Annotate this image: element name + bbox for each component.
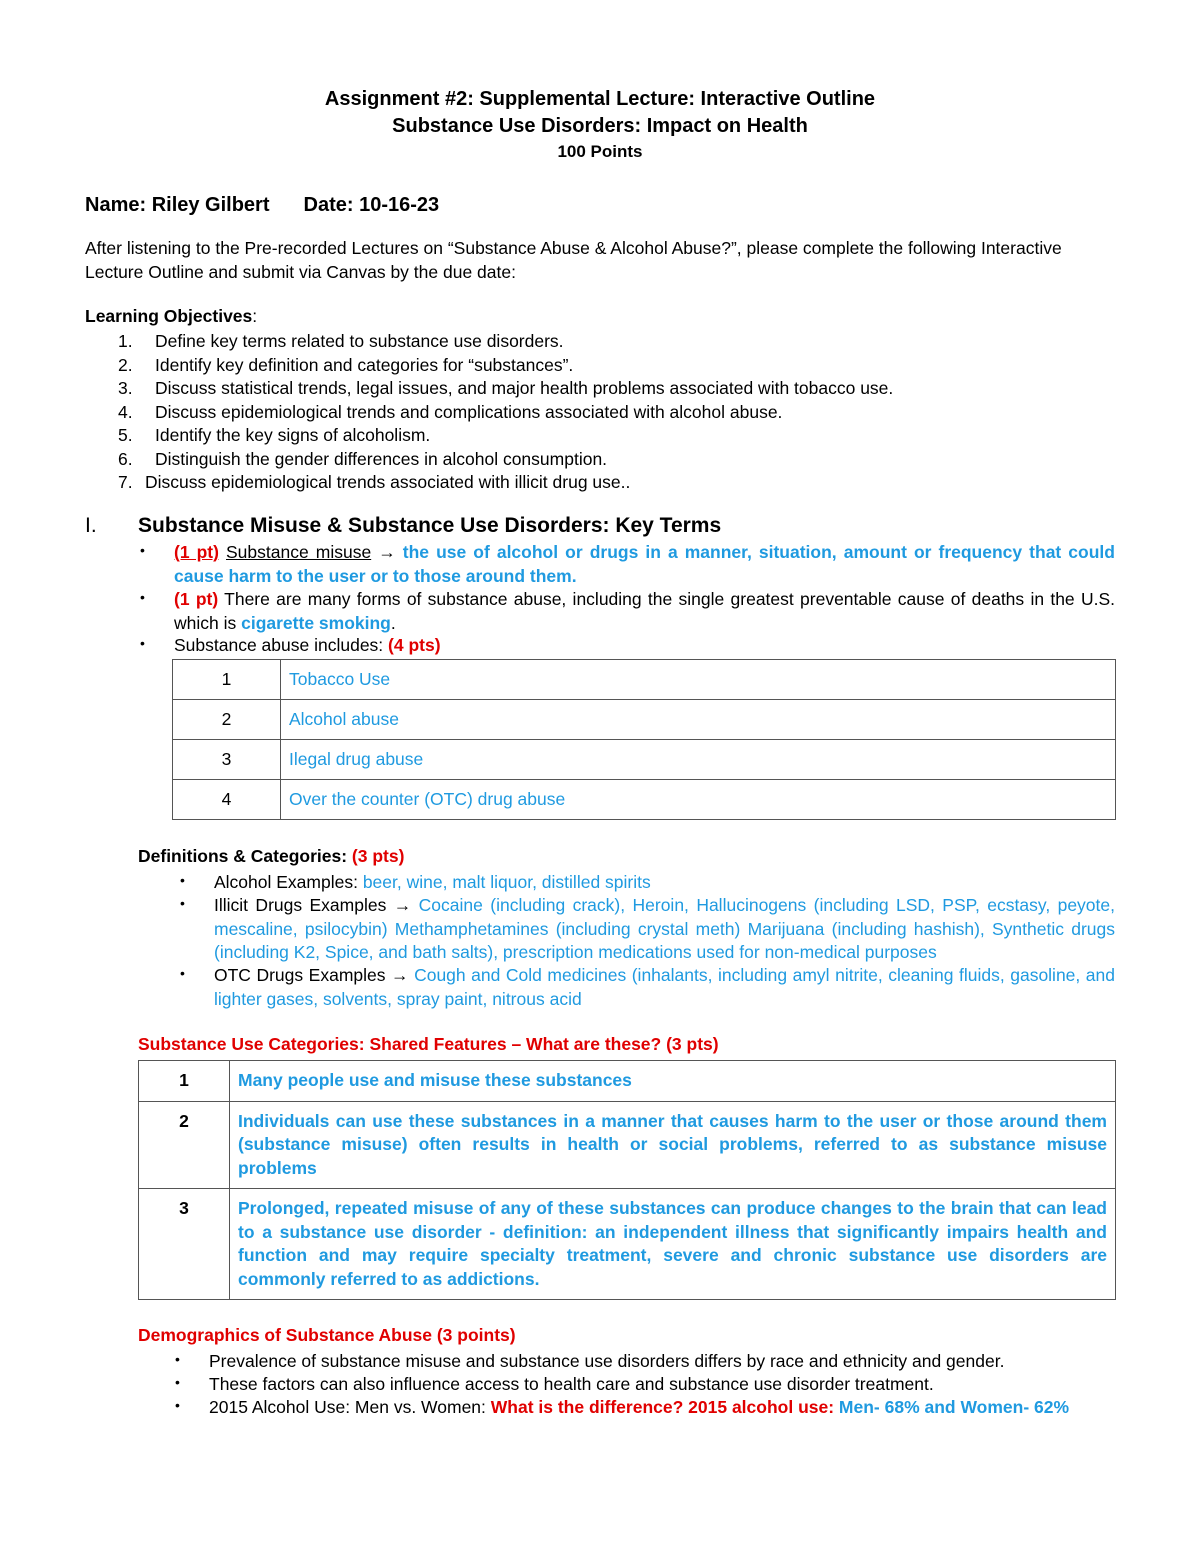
objective-item: 3. Discuss statistical trends, legal issues, and major health problems associated with tobacco use. <box>118 378 894 398</box>
learning-objectives-list <box>85 330 893 495</box>
table-row: 4 Over the counter (OTC) drug abuse <box>173 780 1116 820</box>
learning-objectives-heading: Learning Objectives: <box>85 306 258 326</box>
list-item: • (1 pt) There are many forms of substance abuse, including the single greatest preventable cause of deaths in the U.S. which is cigarette smoking. <box>140 588 1115 635</box>
bullet-icon: • <box>140 542 145 558</box>
table-row: 1 Many people use and misuse these substances <box>139 1061 1116 1102</box>
bullet-icon: • <box>180 965 185 981</box>
bullet-icon: • <box>175 1397 180 1413</box>
document-points: 100 Points <box>557 142 643 161</box>
table-row: 3 Prolonged, repeated misuse of any of these substances can produce changes to the brain that can lead to a substance use disorder - definition: an independent illness that significantly impairs health and function and may require specialty treatment, severe and chronic substance use disorders are commonly referred to as addictions. <box>139 1189 1116 1300</box>
bullet-icon: • <box>140 635 145 651</box>
list-item: • (1 pt) Substance misuse → the use of alcohol or drugs in a manner, situation, amount or frequency that could cause harm to the user or to those around them. <box>140 541 1115 588</box>
answer-text: cigarette smoking <box>241 612 391 633</box>
assignment-date: Date: 10-16-23 <box>303 194 440 216</box>
bullet-icon: • <box>175 1351 180 1367</box>
document-header <box>0 86 1200 164</box>
list-item: • Substance abuse includes: (4 pts) <box>140 634 1115 658</box>
shared-features-table <box>138 1060 1116 1300</box>
intro-paragraph: After listening to the Pre-recorded Lectures on “Substance Abuse & Alcohol Abuse?”, please complete the following Interactive Lecture Outline and submit via Canvas by the due date: <box>85 238 1062 282</box>
objective-item: 6. Distinguish the gender differences in alcohol consumption. <box>118 448 608 469</box>
bullet-icon: • <box>180 872 185 888</box>
objective-item: 5. Identify the key signs of alcoholism. <box>118 425 431 445</box>
bullet-icon: • <box>180 895 185 911</box>
objective-item: 2. Identify key definition and categories for “substances”. <box>118 354 574 375</box>
substance-abuse-table <box>172 659 1116 820</box>
answer-text: Cocaine (including crack), Heroin, Hallucinogens (including LSD, PSP, ecstasy, peyote, mescaline, psilocybin) Methamphetamines (including crystal meth) Marijuana (including hashish), Synthetic drugs (including K2, Spice, and bath salts), prescription medications used for non-medical purposes <box>214 895 1115 962</box>
table-row: 1 Tobacco Use <box>173 660 1116 700</box>
list-item: • These factors can also influence access to health care and substance use disorder treatment. <box>175 1373 1115 1397</box>
list-item: • Illicit Drugs Examples → Cocaine (including crack), Heroin, Hallucinogens (including LSD, PSP, ecstasy, peyote, mescaline, psilocybin) Methamphetamines (including crystal meth) Marijuana (including hashish), Synthetic drugs (including K2, Spice, and bath salts), prescription medications used for non-medical purposes <box>180 894 1115 965</box>
bullet-icon: • <box>140 589 145 605</box>
answer-text: Men- 68% and Women- 62% <box>838 1397 1070 1417</box>
list-item: • Alcohol Examples: beer, wine, malt liquor, distilled spirits <box>180 871 1115 895</box>
table-row: 3 Ilegal drug abuse <box>173 740 1116 780</box>
demographics-heading: Demographics of Substance Abuse (3 points) <box>138 1325 516 1345</box>
objective-item: 4. Discuss epidemiological trends and complications associated with alcohol abuse. <box>118 401 783 422</box>
document-subtitle: Substance Use Disorders: Impact on Health <box>392 115 808 137</box>
list-item: • OTC Drugs Examples → Cough and Cold medicines (inhalants, including amyl nitrite, cleaning fluids, gasoline, and lighter gases, solvents, spray paint, nitrous acid <box>180 964 1115 1011</box>
answer-text: Cough and Cold medicines (inhalants, including amyl nitrite, cleaning fluids, gasoline, and lighter gases, solvents, spray paint, nitrous acid <box>214 965 1115 1009</box>
bullet-icon: • <box>175 1374 180 1390</box>
list-item: • 2015 Alcohol Use: Men vs. Women: What is the difference? 2015 alcohol use: Men- 68% and Women- 62% <box>175 1396 1115 1420</box>
document-title: Assignment #2: Supplemental Lecture: Interactive Outline <box>324 88 876 110</box>
objective-item: 1. Define key terms related to substance use disorders. <box>118 331 564 351</box>
table-row: 2 Individuals can use these substances in a manner that causes harm to the user or those around them (substance misuse) often results in health or social problems, referred to as substance misuse problems <box>139 1101 1116 1189</box>
table-row: 2 Alcohol abuse <box>173 700 1116 740</box>
definitions-heading: Definitions & Categories: (3 pts) <box>138 846 405 866</box>
shared-features-heading: Substance Use Categories: Shared Features – What are these? (3 pts) <box>138 1034 719 1054</box>
answer-text: beer, wine, malt liquor, distilled spirits <box>362 872 651 892</box>
student-name: Name: Riley Gilbert <box>85 194 270 216</box>
section-1-heading: I. Substance Misuse & Substance Use Disorders: Key Terms <box>85 514 722 537</box>
list-item: • Prevalence of substance misuse and substance use disorders differs by race and ethnicity and gender. <box>175 1350 1115 1374</box>
name-date-line <box>85 194 439 217</box>
term-substance-misuse: Substance misuse <box>226 542 372 562</box>
answer-text: the use of alcohol or drugs in a manner, situation, amount or frequency that could cause harm to the user or to those around them. <box>174 542 1115 586</box>
objective-item: 7. Discuss epidemiological trends associated with illicit drug use.. <box>118 472 631 492</box>
